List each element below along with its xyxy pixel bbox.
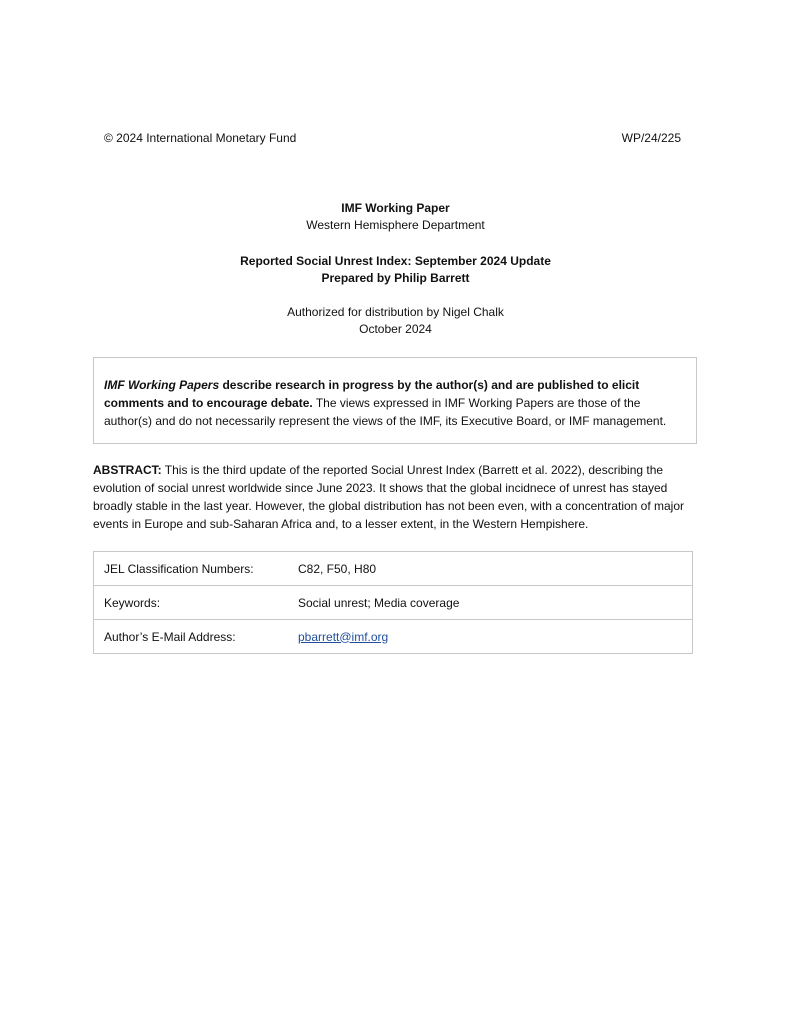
jel-value: C82, F50, H80 — [298, 552, 693, 586]
keywords-label: Keywords: — [94, 586, 299, 620]
series-title: IMF Working Paper — [341, 201, 450, 215]
table-row — [94, 552, 693, 586]
publication-date: October 2024 — [359, 322, 432, 336]
abstract-text: This is the third update of the reported Social Unrest Index (Barrett et al. 2022), describing the evolution of social unrest worldwide since June 2023. It shows that the global incidnece of unrest has stayed broadly stable in the last year. However, the global distribution has not been even, with a concentration of major events in Europe and sub-Saharan Africa and, to a lesser extent, in the Western Hempishere. — [93, 463, 685, 531]
email-cell — [298, 620, 693, 654]
authorization-block — [0, 304, 791, 338]
series-block — [0, 200, 791, 234]
copyright-notice: © 2024 International Monetary Fund — [104, 131, 297, 145]
disclaimer-text — [104, 376, 690, 430]
email-label: Author’s E-Mail Address: — [94, 620, 299, 654]
paper-number: WP/24/225 — [621, 131, 681, 145]
abstract-label: ABSTRACT: — [93, 463, 162, 477]
author-email-link[interactable]: pbarrett@imf.org — [298, 629, 389, 644]
paper-title: Reported Social Unrest Index: September 2024 Update — [240, 254, 551, 268]
info-table — [93, 551, 693, 654]
title-block — [0, 253, 791, 287]
prepared-by: Prepared by Philip Barrett — [321, 271, 470, 285]
jel-label: JEL Classification Numbers: — [94, 552, 299, 586]
disclaimer-box — [93, 357, 697, 444]
abstract — [93, 461, 693, 533]
authorized-by: Authorized for distribution by Nigel Chalk — [287, 305, 504, 319]
disclaimer-series-name: IMF Working Papers — [104, 378, 220, 392]
table-row — [94, 620, 693, 654]
disclaimer-rest: The views expressed in IMF Working Papers are those of the author(s) and do not necessarily represent the views of the IMF, its Executive Board, or IMF management. — [104, 396, 667, 428]
keywords-value: Social unrest; Media coverage — [298, 586, 693, 620]
disclaimer-lead: describe research in progress by the author(s) and are published to elicit comments and to encourage debate. — [104, 378, 640, 410]
department: Western Hemisphere Department — [306, 218, 485, 232]
table-row — [94, 586, 693, 620]
